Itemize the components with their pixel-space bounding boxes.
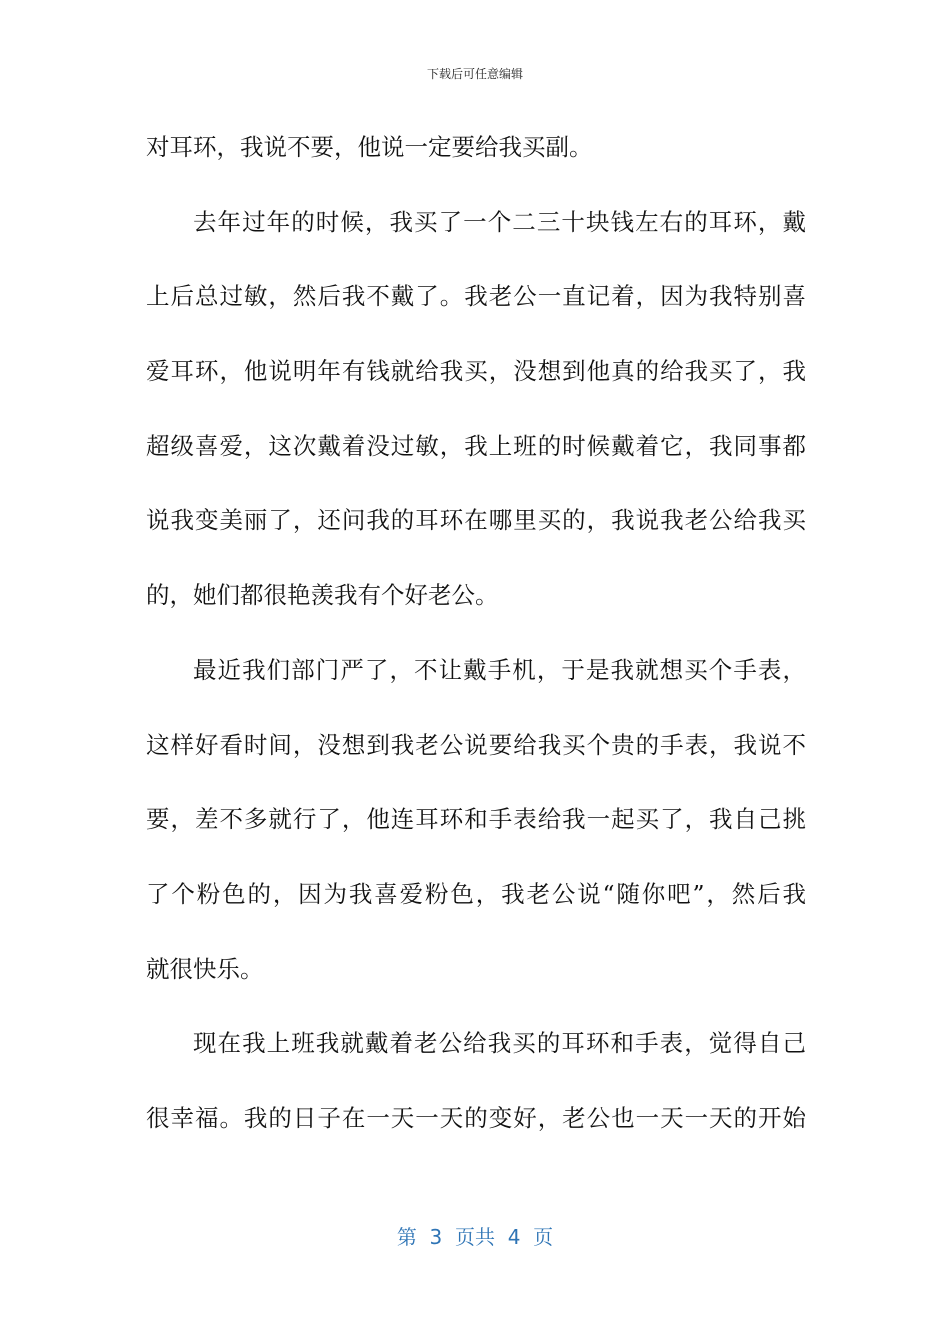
text-line: 这样好看时间，没想到我老公说要给我买个贵的手表，我说不 [146,730,806,759]
text-line: 的，她们都很艳羡我有个好老公。 [146,581,499,610]
text-line: 超级喜爱，这次戴着没过敏，我上班的时候戴着它，我同事都 [146,431,806,460]
text-line: 说我变美丽了，还问我的耳环在哪里买的，我说我老公给我买 [146,506,806,535]
text-line: 对耳环，我说不要，他说一定要给我买副。 [146,133,593,161]
text-line: 很幸福。我的日子在一天一天的变好，老公也一天一天的开始 [146,1103,806,1132]
page-number-footer: 第 3 页共 4 页 [396,1225,554,1249]
text-line: 爱耳环，他说明年有钱就给我买，没想到他真的给我买了，我 [146,357,806,386]
text-line: 去年过年的时候，我买了一个二三十块钱左右的耳环，戴 [193,207,806,236]
text-line: 了个粉色的，因为我喜爱粉色，我老公说“随你吧”，然后我 [146,879,806,908]
text-line: 就很快乐。 [146,954,264,983]
document-body [146,125,806,1171]
text-line: 现在我上班我就戴着老公给我买的耳环和手表，觉得自己 [193,1029,806,1058]
text-line: 最近我们部门严了，不让戴手机，于是我就想买个手表， [193,655,806,684]
text-line: 上后总过敏，然后我不戴了。我老公一直记着，因为我特别喜 [146,282,806,311]
text-line: 要，差不多就行了，他连耳环和手表给我一起买了，我自己挑 [146,805,806,834]
page-header: 下载后可任意编辑 [426,67,523,81]
